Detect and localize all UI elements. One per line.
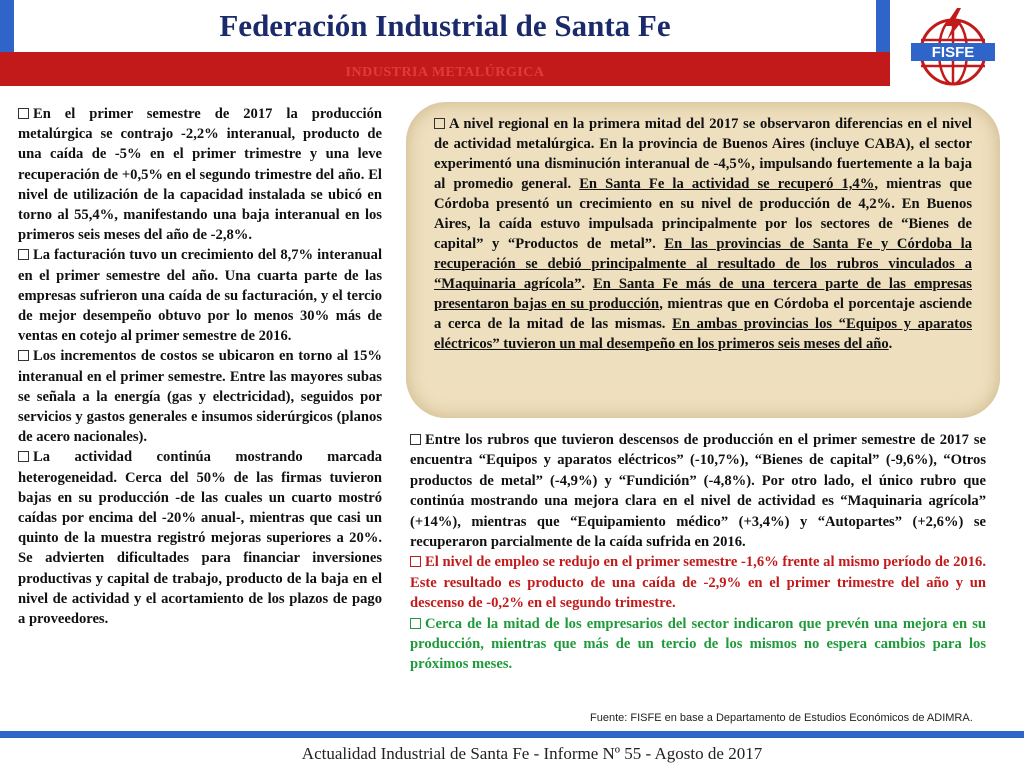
- page-subtitle: INDUSTRIA METALÚRGICA: [345, 65, 545, 80]
- sectors-paragraph: [410, 430, 986, 552]
- checkbox-bullet-icon: [410, 556, 421, 567]
- regional-text-3: .: [581, 276, 594, 292]
- left-paragraph-1: [18, 104, 382, 245]
- left-paragraph-4-text: La actividad continúa mostrando marcada heterogeneidad. Cerca del 50% de las firmas tuvieron bajas en su producción -de las cuales un cuarto mostró caídas por encima del -20% anual-, mientras que casi un quinto de la muestra registró mejoras superiores a 20%. Se advierten dificultades para financiar inversiones productivas y capital de trabajo, producto de la baja en el nivel de actividad y el acortamiento de los plazos de pago a proveedores.: [18, 449, 382, 628]
- left-paragraph-3: [18, 346, 382, 447]
- regional-underline-4: En ambas provincias los “Equipos y aparatos eléctricos” tuvieron un mal desempeño en los primeros seis meses del año: [434, 316, 972, 352]
- expectations-paragraph: [410, 614, 986, 675]
- regional-text-2: , mientras que Córdoba presentó un crecimiento en su nivel de producción de 4,2%. En Buenos Aires, la caída estuvo impulsada principalmente por los sectores de “Bienes de capital” y “Productos de metal”.: [434, 176, 972, 252]
- checkbox-bullet-icon: [18, 451, 29, 462]
- expectations-text: Cerca de la mitad de los empresarios del sector indicaron que prevén una mejora en su producción, mientras que más de un tercio de los mismos no espera cambios para los próximos meses.: [410, 615, 986, 673]
- right-lower-column: [410, 430, 986, 675]
- footer-text: Actualidad Industrial de Santa Fe - Informe Nº 55 - Agosto de 2017: [301, 744, 763, 763]
- left-column: [18, 104, 382, 629]
- regional-paragraph: [434, 114, 972, 354]
- regional-text-1: A nivel regional en la primera mitad del 2017 se observaron diferencias en el nivel de actividad metalúrgica. En la provincia de Buenos Aires (incluye CABA), el sector experimentó una disminución interanual de -4,5%, impulsando fuertemente a la baja al promedio general.: [434, 116, 972, 192]
- checkbox-bullet-icon: [18, 108, 29, 119]
- regional-summary-box: [406, 102, 1000, 418]
- employment-paragraph: [410, 552, 986, 613]
- logo-text: FISFE: [931, 44, 975, 61]
- header-red-band: [0, 52, 890, 86]
- regional-underline-3: En Santa Fe más de una tercera parte de las empresas presentaron bajas en su producción: [434, 276, 972, 312]
- employment-text: El nivel de empleo se redujo en el primer semestre -1,6% frente al mismo período de 2016. Este resultado es producto de una caída de -2,9% en el primer trimestre del año y un descenso de -0,2% en el segundo trimestre.: [410, 554, 986, 612]
- left-paragraph-3-text: Los incrementos de costos se ubicaron en torno al 15% interanual en el primer semestre. Entre las mayores subas se señala a la energía (gas y electricidad), seguidos por servicios y gastos generales e insumos siderúrgicos (planos de acero nacionales).: [18, 348, 382, 446]
- footer-blue-bar: [0, 731, 1024, 738]
- regional-underline-1: En Santa Fe la actividad se recuperó 1,4%: [579, 176, 875, 192]
- checkbox-bullet-icon: [18, 249, 29, 260]
- checkbox-bullet-icon: [434, 118, 445, 129]
- fisfe-logo-icon: [905, 6, 1001, 90]
- checkbox-bullet-icon: [410, 434, 421, 445]
- fisfe-logo: [905, 6, 1001, 90]
- regional-text-5: .: [888, 336, 893, 352]
- checkbox-bullet-icon: [18, 350, 29, 361]
- source-note: Fuente: FISFE en base a Departamento de Estudios Económicos de ADIMRA.: [590, 712, 973, 724]
- sectors-text: Entre los rubros que tuvieron descensos de producción en el primer semestre de 2017 se encuentra “Equipos y aparatos eléctricos” (-10,7%), “Bienes de capital” (-9,6%), “Otros productos de metal” (-4,9%) y “Fundición” (-4,8%). Por otro lado, el único rubro que continúa mostrando una mejora clara en el nivel de actividad es “Maquinaria agrícola” (+14%), mientras que “Equipamiento médico” (+3,4%) y “Autopartes” (+2,6%) se recuperaron parcialmente de la caída sufrida en 2016.: [410, 432, 986, 551]
- regional-underline-2: En las provincias de Santa Fe y Córdoba la recuperación se debió principalmente al resultado de los rubros vinculados a “Maquinaria agrícola”: [434, 236, 972, 292]
- left-paragraph-1-text: En el primer semestre de 2017 la producción metalúrgica se contrajo -2,2% interanual, producto de una caída de -5% en el primer trimestre y una leve recuperación de +0,5% en el segundo trimestre del año. El nivel de utilización de la capacidad instalada se ubicó en torno al 55,4%, manifestando una baja interanual en los primeros seis meses del año de -2,8%.: [18, 106, 382, 244]
- page-title: Federación Industrial de Santa Fe: [219, 8, 671, 43]
- header-title-box: [14, 0, 876, 52]
- regional-text-4: , mientras que en Córdoba el porcentaje asciende a cerca de la mitad de las mismas.: [434, 296, 972, 332]
- left-paragraph-2-text: La facturación tuvo un crecimiento del 8,7% interanual en el primer semestre del año. Una cuarta parte de las empresas sufrieron una caída de su facturación, y el tercio de mejor desempeño obtuvo por lo menos 30% más de ventas en cotejo al primer semestre de 2016.: [18, 247, 382, 345]
- left-paragraph-4: [18, 447, 382, 629]
- left-paragraph-2: [18, 245, 382, 346]
- checkbox-bullet-icon: [410, 618, 421, 629]
